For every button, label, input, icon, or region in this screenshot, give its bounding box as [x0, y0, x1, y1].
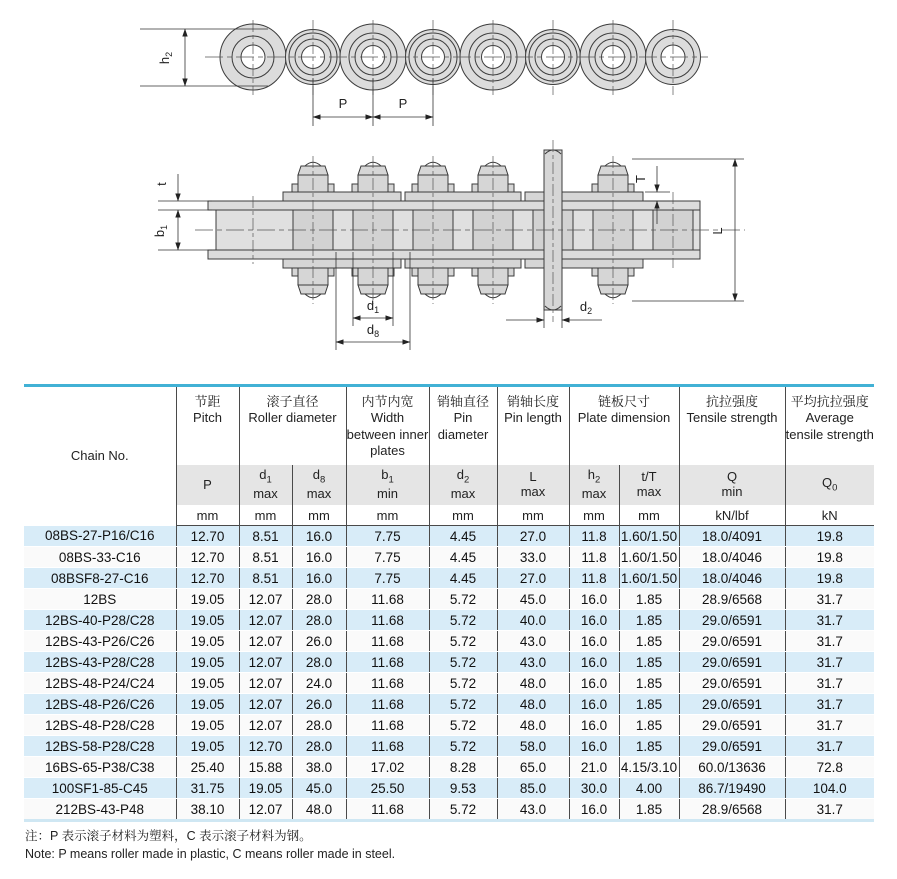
symbol-header: $d_8$ max: [292, 465, 346, 505]
symbol-header: $h_2$ max: [569, 465, 619, 505]
value-cell: 86.7/19490: [679, 778, 785, 799]
value-cell: 16.0: [569, 589, 619, 610]
unit-header: mm: [292, 505, 346, 526]
value-cell: 4.45: [429, 547, 497, 568]
chain-no-cell: 12BS-43-P28/C28: [24, 652, 176, 673]
outer-plate-bottom: [405, 259, 521, 268]
value-cell: 27.0: [497, 568, 569, 589]
value-cell: 1.85: [619, 673, 679, 694]
unit-header: kN/lbf: [679, 505, 785, 526]
value-cell: 5.72: [429, 652, 497, 673]
symbol-header: t/T max: [619, 465, 679, 505]
value-cell: 8.28: [429, 757, 497, 778]
unit-header: kN: [785, 505, 874, 526]
footnote-cn: 注：P 表示滚子材料为塑料，C 表示滚子材料为钢。: [25, 829, 312, 843]
value-cell: 7.75: [346, 547, 429, 568]
chain-no-cell: 12BS-48-P26/C26: [24, 694, 176, 715]
value-cell: 18.0/4091: [679, 526, 785, 547]
chain-no-cell: 08BSF8-27-C16: [24, 568, 176, 589]
unit-header: mm: [497, 505, 569, 526]
value-cell: 1.85: [619, 715, 679, 736]
value-cell: 31.7: [785, 694, 874, 715]
value-cell: 4.00: [619, 778, 679, 799]
inner-plate-bottom: [208, 250, 700, 259]
value-cell: 45.0: [497, 589, 569, 610]
value-cell: 11.68: [346, 673, 429, 694]
table-row: [24, 526, 874, 547]
unit-header: mm: [429, 505, 497, 526]
value-cell: 31.75: [176, 778, 239, 799]
group-header-pitch: 节距 Pitch: [176, 386, 239, 466]
group-header-pin-length: 销轴长度 Pin length: [497, 386, 569, 466]
value-cell: 15.88: [239, 757, 292, 778]
value-cell: 19.05: [176, 589, 239, 610]
value-cell: 29.0/6591: [679, 694, 785, 715]
unit-header: mm: [569, 505, 619, 526]
value-cell: 1.85: [619, 610, 679, 631]
chain-no-cell: 12BS-48-P28/C28: [24, 715, 176, 736]
value-cell: 43.0: [497, 799, 569, 821]
spec-table-body: [24, 526, 874, 821]
value-cell: 45.0: [292, 778, 346, 799]
value-cell: 11.68: [346, 652, 429, 673]
chain-no-cell: 12BS-40-P28/C28: [24, 610, 176, 631]
chain-no-header: Chain No.: [24, 386, 176, 526]
value-cell: 19.8: [785, 526, 874, 547]
chain-no-cell: 12BS-48-P24/C24: [24, 673, 176, 694]
value-cell: 29.0/6591: [679, 610, 785, 631]
value-cell: 85.0: [497, 778, 569, 799]
outer-plate-top: [525, 192, 643, 201]
value-cell: 11.8: [569, 526, 619, 547]
value-cell: 48.0: [497, 715, 569, 736]
value-cell: 31.7: [785, 736, 874, 757]
value-cell: 104.0: [785, 778, 874, 799]
chain-no-cell: 12BS-58-P28/C28: [24, 736, 176, 757]
value-cell: 5.72: [429, 736, 497, 757]
value-cell: 19.05: [176, 673, 239, 694]
value-cell: 12.07: [239, 589, 292, 610]
inner-plate-top: [208, 201, 700, 210]
value-cell: 31.7: [785, 652, 874, 673]
value-cell: 31.7: [785, 673, 874, 694]
value-cell: 19.05: [176, 715, 239, 736]
chain-spec-table: [24, 384, 874, 822]
unit-header: mm: [176, 505, 239, 526]
value-cell: 28.0: [292, 715, 346, 736]
value-cell: 1.85: [619, 694, 679, 715]
group-header-roller-diameter: 滚子直径 Roller diameter: [239, 386, 346, 466]
b1-dimension-label: $b_1$: [152, 224, 169, 238]
value-cell: 4.15/3.10: [619, 757, 679, 778]
value-cell: 72.8: [785, 757, 874, 778]
value-cell: 31.7: [785, 631, 874, 652]
value-cell: 1.60/1.50: [619, 526, 679, 547]
footnote-en: Note: P means roller made in plastic, C means roller made in steel.: [25, 846, 396, 861]
t-dimension-label: t: [154, 182, 169, 186]
outer-plate-top: [405, 192, 521, 201]
chain-no-cell: 100SF1-85-C45: [24, 778, 176, 799]
value-cell: 31.7: [785, 589, 874, 610]
value-cell: 5.72: [429, 694, 497, 715]
value-cell: 7.75: [346, 526, 429, 547]
value-cell: 28.0: [292, 610, 346, 631]
value-cell: 12.07: [239, 715, 292, 736]
table-row: [24, 547, 874, 568]
value-cell: 18.0/4046: [679, 547, 785, 568]
group-header-inner-width: 内节内宽 Width between inner plates: [346, 386, 429, 466]
value-cell: 4.45: [429, 526, 497, 547]
value-cell: 19.05: [176, 631, 239, 652]
symbol-header: $d_1$ max: [239, 465, 292, 505]
value-cell: 29.0/6591: [679, 736, 785, 757]
value-cell: 12.70: [176, 547, 239, 568]
unit-header: mm: [346, 505, 429, 526]
value-cell: 1.85: [619, 631, 679, 652]
group-header-tensile-strength: 抗拉强度 Tensile strength: [679, 386, 785, 466]
group-header-pin-diameter: 销轴直径 Pin diameter: [429, 386, 497, 466]
value-cell: 48.0: [497, 694, 569, 715]
symbol-header: P: [176, 465, 239, 505]
value-cell: 12.07: [239, 652, 292, 673]
value-cell: 12.07: [239, 673, 292, 694]
chain-no-cell: 08BS-33-C16: [24, 547, 176, 568]
value-cell: 33.0: [497, 547, 569, 568]
value-cell: 19.8: [785, 568, 874, 589]
value-cell: 65.0: [497, 757, 569, 778]
value-cell: 11.8: [569, 568, 619, 589]
value-cell: 48.0: [292, 799, 346, 821]
value-cell: 5.72: [429, 715, 497, 736]
group-header-row: [24, 386, 874, 466]
value-cell: 18.0/4046: [679, 568, 785, 589]
value-cell: 16.0: [569, 631, 619, 652]
value-cell: 1.85: [619, 589, 679, 610]
chain-no-cell: 08BS-27-P16/C16: [24, 526, 176, 547]
value-cell: 11.8: [569, 547, 619, 568]
value-cell: 16.0: [569, 715, 619, 736]
value-cell: 12.70: [176, 526, 239, 547]
value-cell: 1.60/1.50: [619, 547, 679, 568]
value-cell: 5.72: [429, 610, 497, 631]
symbol-header: $b_1$ min: [346, 465, 429, 505]
value-cell: 24.0: [292, 673, 346, 694]
value-cell: 12.07: [239, 799, 292, 821]
d1-dimension-label: $d_1$: [366, 298, 380, 315]
value-cell: 19.05: [176, 652, 239, 673]
chain-no-cell: 12BS: [24, 589, 176, 610]
group-header-average-tensile-strength: 平均抗拉强度 Average tensile strength: [785, 394, 874, 442]
T-dimension-label: T: [633, 175, 648, 183]
value-cell: 5.72: [429, 589, 497, 610]
L-dimension-label: L: [710, 227, 725, 235]
value-cell: 1.85: [619, 799, 679, 821]
value-cell: 16.0: [292, 547, 346, 568]
value-cell: 28.9/6568: [679, 589, 785, 610]
pitch-label-1: P: [338, 96, 348, 111]
table-row: [24, 715, 874, 736]
chain-no-cell: 212BS-43-P48: [24, 799, 176, 821]
value-cell: 11.68: [346, 610, 429, 631]
chain-no-cell: 12BS-43-P26/C26: [24, 631, 176, 652]
value-cell: 1.85: [619, 652, 679, 673]
value-cell: 43.0: [497, 631, 569, 652]
value-cell: 29.0/6591: [679, 652, 785, 673]
table-row: [24, 631, 874, 652]
value-cell: 25.50: [346, 778, 429, 799]
value-cell: 11.68: [346, 589, 429, 610]
value-cell: 8.51: [239, 526, 292, 547]
value-cell: 11.68: [346, 631, 429, 652]
value-cell: 16.0: [569, 736, 619, 757]
value-cell: 30.0: [569, 778, 619, 799]
unit-header: mm: [239, 505, 292, 526]
value-cell: 11.68: [346, 694, 429, 715]
value-cell: 12.70: [239, 736, 292, 757]
value-cell: 5.72: [429, 673, 497, 694]
table-row: [24, 757, 874, 778]
value-cell: 19.05: [176, 736, 239, 757]
chain-technical-drawing: [0, 0, 897, 382]
value-cell: 29.0/6591: [679, 631, 785, 652]
value-cell: 5.72: [429, 631, 497, 652]
value-cell: 9.53: [429, 778, 497, 799]
table-row: [24, 589, 874, 610]
value-cell: 58.0: [497, 736, 569, 757]
value-cell: 11.68: [346, 799, 429, 821]
value-cell: 19.8: [785, 547, 874, 568]
d2-dimension-label: $d_2$: [579, 299, 593, 316]
value-cell: 8.51: [239, 547, 292, 568]
value-cell: 11.68: [346, 736, 429, 757]
value-cell: 25.40: [176, 757, 239, 778]
symbol-header: L max: [497, 465, 569, 505]
value-cell: 16.0: [569, 610, 619, 631]
d8-dimension-label: $d_8$: [366, 322, 380, 339]
value-cell: 29.0/6591: [679, 715, 785, 736]
table-row: [24, 673, 874, 694]
outer-plate-bottom: [283, 259, 401, 268]
table-row: [24, 694, 874, 715]
symbol-header: Q min: [679, 465, 785, 505]
outer-plate-top: [283, 192, 401, 201]
pitch-label-2: P: [398, 96, 408, 111]
table-row: [24, 778, 874, 799]
value-cell: 16.0: [569, 799, 619, 821]
value-cell: 31.7: [785, 799, 874, 821]
h2-dimension-label: $h_2$: [157, 51, 174, 65]
value-cell: 1.60/1.50: [619, 568, 679, 589]
value-cell: 16.0: [569, 694, 619, 715]
value-cell: 19.05: [176, 694, 239, 715]
value-cell: 16.0: [292, 568, 346, 589]
value-cell: 28.9/6568: [679, 799, 785, 821]
value-cell: 5.72: [429, 799, 497, 821]
value-cell: 8.51: [239, 568, 292, 589]
chain-side-view: [140, 20, 708, 126]
value-cell: 19.05: [239, 778, 292, 799]
value-cell: 4.45: [429, 568, 497, 589]
value-cell: 12.07: [239, 694, 292, 715]
t-dimension: [154, 174, 212, 210]
value-cell: 48.0: [497, 673, 569, 694]
table-row: [24, 799, 874, 821]
value-cell: 26.0: [292, 694, 346, 715]
value-cell: 7.75: [346, 568, 429, 589]
value-cell: 17.02: [346, 757, 429, 778]
value-cell: 19.05: [176, 610, 239, 631]
footnote: [25, 828, 897, 863]
table-row: [24, 736, 874, 757]
value-cell: 12.07: [239, 631, 292, 652]
value-cell: 38.0: [292, 757, 346, 778]
value-cell: 31.7: [785, 715, 874, 736]
value-cell: 38.10: [176, 799, 239, 821]
table-row: [24, 610, 874, 631]
group-header-plate-dimension: 链板尺寸 Plate dimension: [569, 386, 679, 466]
value-cell: 60.0/13636: [679, 757, 785, 778]
pitch-dimensions: [313, 78, 433, 126]
value-cell: 1.85: [619, 736, 679, 757]
value-cell: 16.0: [292, 526, 346, 547]
chain-plan-view: [152, 140, 745, 350]
unit-header: mm: [619, 505, 679, 526]
outer-plate-bottom: [525, 259, 643, 268]
value-cell: 12.70: [176, 568, 239, 589]
value-cell: 26.0: [292, 631, 346, 652]
value-cell: 43.0: [497, 652, 569, 673]
value-cell: 28.0: [292, 652, 346, 673]
symbol-header: $d_2$ max: [429, 465, 497, 505]
value-cell: 28.0: [292, 736, 346, 757]
value-cell: 31.7: [785, 610, 874, 631]
table-row: [24, 652, 874, 673]
value-cell: 16.0: [569, 652, 619, 673]
symbol-header: $Q_0$: [785, 465, 874, 505]
value-cell: 21.0: [569, 757, 619, 778]
value-cell: 29.0/6591: [679, 673, 785, 694]
value-cell: 27.0: [497, 526, 569, 547]
value-cell: 16.0: [569, 673, 619, 694]
chain-no-cell: 16BS-65-P38/C38: [24, 757, 176, 778]
value-cell: 40.0: [497, 610, 569, 631]
value-cell: 28.0: [292, 589, 346, 610]
table-row: [24, 568, 874, 589]
value-cell: 11.68: [346, 715, 429, 736]
value-cell: 12.07: [239, 610, 292, 631]
